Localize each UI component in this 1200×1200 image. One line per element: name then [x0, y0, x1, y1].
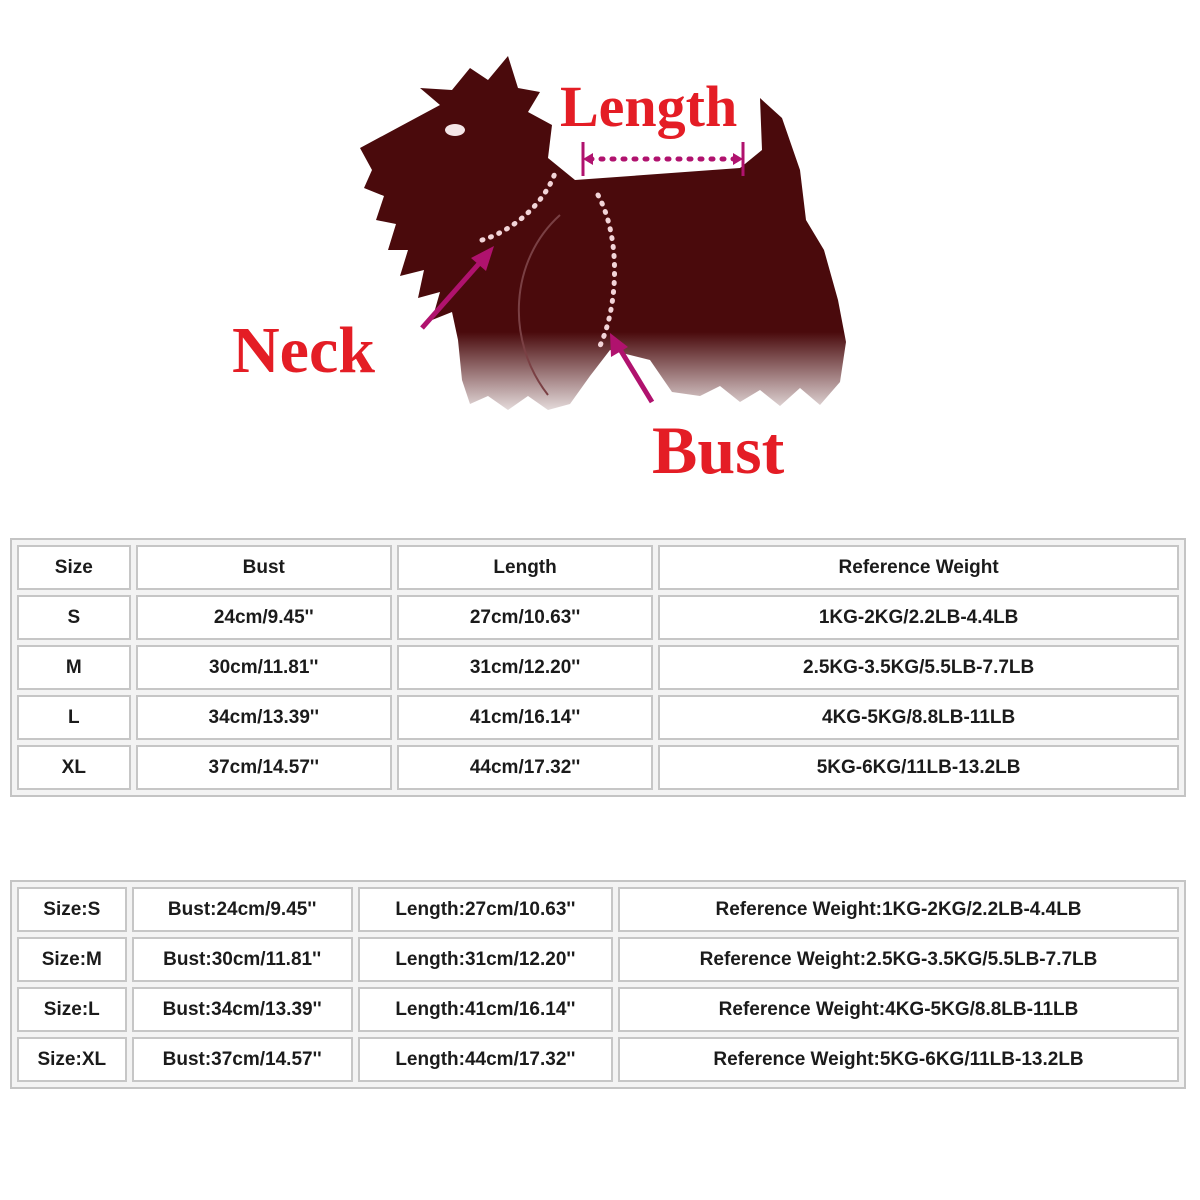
header-bust: Bust — [136, 545, 392, 590]
cell-bust: 37cm/14.57'' — [136, 745, 392, 790]
header-length: Length — [397, 545, 653, 590]
dog-eye — [445, 124, 465, 136]
cell-weight: Reference Weight:1KG-2KG/2.2LB-4.4LB — [618, 887, 1179, 932]
table-row — [17, 887, 1179, 932]
cell-bust: Bust:30cm/11.81'' — [132, 937, 353, 982]
cell-weight: Reference Weight:5KG-6KG/11LB-13.2LB — [618, 1037, 1179, 1082]
cell-size: Size:L — [17, 987, 127, 1032]
neck-label: Neck — [232, 314, 375, 387]
cell-weight: 2.5KG-3.5KG/5.5LB-7.7LB — [658, 645, 1179, 690]
cell-length: Length:31cm/12.20'' — [358, 937, 613, 982]
cell-length: 27cm/10.63'' — [397, 595, 653, 640]
cell-bust: Bust:37cm/14.57'' — [132, 1037, 353, 1082]
cell-bust: 24cm/9.45'' — [136, 595, 392, 640]
table-row — [17, 695, 1179, 740]
cell-size: M — [17, 645, 131, 690]
table-row — [17, 645, 1179, 690]
cell-size: Size:XL — [17, 1037, 127, 1082]
size-summary-table — [10, 880, 1186, 1089]
cell-weight: Reference Weight:4KG-5KG/8.8LB-11LB — [618, 987, 1179, 1032]
bust-label: Bust — [652, 412, 785, 488]
cell-weight: 4KG-5KG/8.8LB-11LB — [658, 695, 1179, 740]
cell-bust: Bust:34cm/13.39'' — [132, 987, 353, 1032]
cell-length: 44cm/17.32'' — [397, 745, 653, 790]
cell-bust: Bust:24cm/9.45'' — [132, 887, 353, 932]
header-reference-weight: Reference Weight — [658, 545, 1179, 590]
cell-length: Length:41cm/16.14'' — [358, 987, 613, 1032]
measurement-diagram — [0, 0, 1200, 500]
cell-length: Length:44cm/17.32'' — [358, 1037, 613, 1082]
table-row — [17, 595, 1179, 640]
table-row — [17, 745, 1179, 790]
cell-weight: 1KG-2KG/2.2LB-4.4LB — [658, 595, 1179, 640]
length-label: Length — [560, 74, 738, 139]
cell-size: Size:S — [17, 887, 127, 932]
size-chart-table — [10, 538, 1186, 797]
cell-bust: 34cm/13.39'' — [136, 695, 392, 740]
cell-size: Size:M — [17, 937, 127, 982]
cell-size: XL — [17, 745, 131, 790]
table-row — [17, 937, 1179, 982]
cell-size: S — [17, 595, 131, 640]
cell-weight: Reference Weight:2.5KG-3.5KG/5.5LB-7.7LB — [618, 937, 1179, 982]
table-row — [17, 987, 1179, 1032]
cell-length: 41cm/16.14'' — [397, 695, 653, 740]
table-row — [17, 1037, 1179, 1082]
cell-length: 31cm/12.20'' — [397, 645, 653, 690]
cell-weight: 5KG-6KG/11LB-13.2LB — [658, 745, 1179, 790]
cell-length: Length:27cm/10.63'' — [358, 887, 613, 932]
cell-size: L — [17, 695, 131, 740]
table-header-row — [17, 545, 1179, 590]
header-size: Size — [17, 545, 131, 590]
cell-bust: 30cm/11.81'' — [136, 645, 392, 690]
